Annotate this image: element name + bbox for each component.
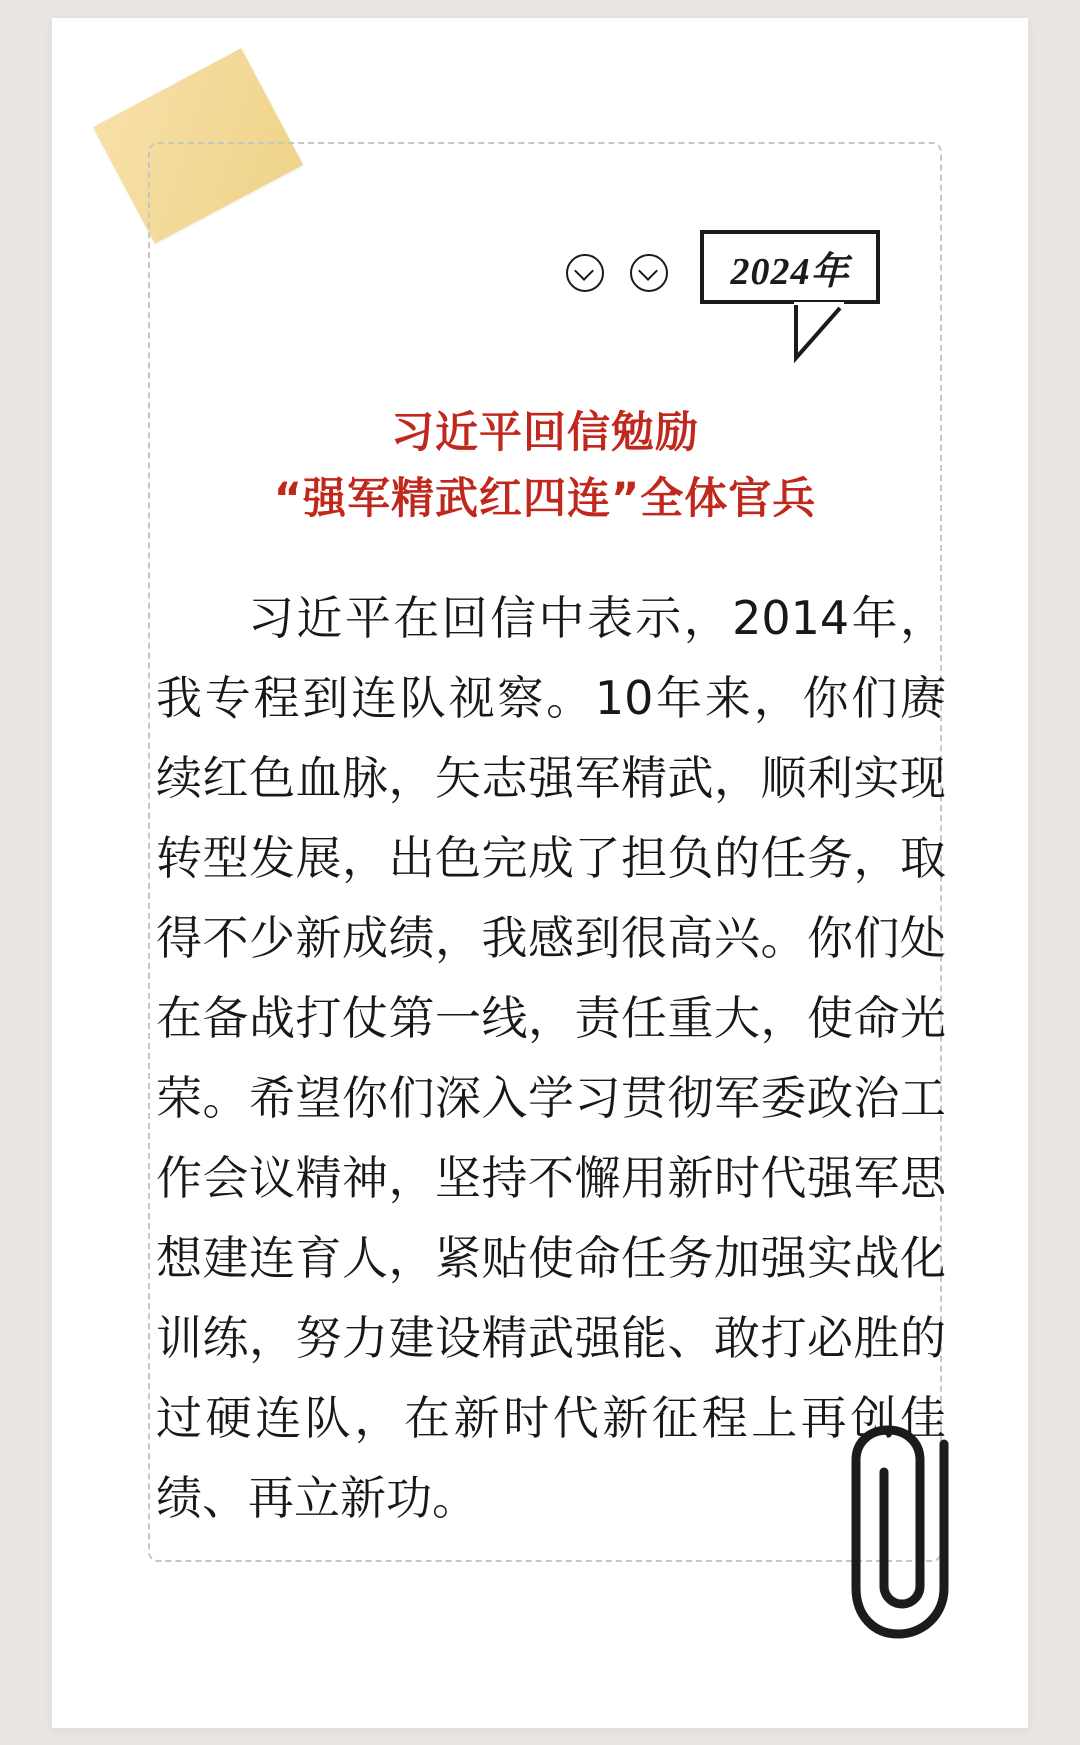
body-paragraph: 习近平在回信中表示，2014年，我专程到连队视察。10年来，你们赓续红色血脉，矢志强军精武，顺利实现转型发展，出色完成了担负的任务，取得不少新成绩，我感到很高兴。你们处在备战打仗第一线，责任重大，使命光荣。希望你们深入学习贯彻军委政治工作会议精神，坚持不懈用新时代强军思想建连育人，紧贴使命任务加强实战化训练，努力建设精武强能、敢打必胜的过硬连队，在新时代新征程上再创佳绩、再立新功。 (156, 591, 946, 1525)
arrow-down-left-circle-icon-2 (630, 254, 668, 292)
page-title (148, 400, 942, 532)
year-badge-label: 2024年 (730, 250, 850, 293)
paperclip-icon (844, 1420, 984, 1650)
title-line-1: 习近平回信勉励 (391, 408, 699, 458)
title-line-2: “强军精武红四连”全体官兵 (273, 474, 817, 524)
year-badge (700, 230, 880, 304)
note-card (52, 18, 1028, 1728)
arrow-down-left-circle-icon (566, 254, 604, 292)
card-header (148, 224, 942, 334)
